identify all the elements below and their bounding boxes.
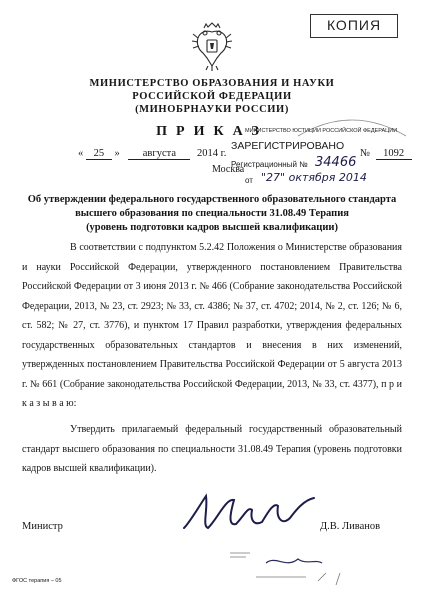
city: Москва: [212, 164, 245, 175]
handwritten-signature-icon: [178, 488, 328, 538]
order-day: 25: [86, 148, 112, 160]
registration-number-label: Регистрационный №: [231, 160, 308, 169]
signatory-role: Министр: [22, 521, 63, 532]
coat-of-arms-icon: [190, 22, 234, 72]
title-line1: Об утверждении федерального государственного образовательного стандарта: [27, 194, 397, 205]
open-quote: «: [78, 148, 84, 159]
copy-stamp: КОПИЯ: [310, 14, 398, 38]
copy-certification-mark-icon: [226, 545, 366, 590]
body-paragraph-1: В соответствии с подпунктом 5.2.42 Положения о Министерстве образования и науки Российской Федерации, утвержденного постановлением Правительства Российской Федерации от 3 июня 2013 г. № 466 (Собрание законодательства Российской Федерации, 2013, № 23, ст. 2923; № 33, ст. 4386; № 37, ст. 4702; 2014, № 2, ст. 126; № 6, ст. 582; № 27, ст. 3776), и пунктом 17 Правил разработки, утверждения федеральных государственных образовательных стандартов и внесения в них изменений, утвержденных постановлением Правительства Российской Федерации от 5 августа 2013 г. № 661 (Собрание законодательства Российской Федерации, 2013, № 33, ст. 4377), п р и к а з ы в а ю:: [22, 242, 402, 409]
ministry-abbreviation: (МИНОБРНАУКИ РОССИИ): [135, 104, 289, 115]
order-number-value: 1092: [376, 148, 412, 160]
title-line3: (уровень подготовки кадров высшей квалификации): [86, 222, 338, 233]
order-heading: ПРИКАЗ: [156, 124, 268, 139]
justice-ministry-label: МИНИСТЕРСТВО ЮСТИЦИИ РОССИЙСКОЙ ФЕДЕРАЦИИ: [245, 128, 398, 134]
registration-date: "27" октября 2014: [261, 171, 367, 184]
registration-date-label: от: [245, 176, 253, 185]
title-line2: высшего образования по специальности 31.08.49 Терапия: [75, 208, 349, 219]
close-quote: »: [114, 148, 120, 159]
number-sign: №: [360, 148, 371, 159]
footer-code: ФГОС терапия – 05: [12, 578, 62, 584]
document-title: [20, 193, 404, 235]
ministry-name-line1: МИНИСТЕРСТВО ОБРАЗОВАНИЯ И НАУКИ: [89, 78, 335, 89]
signatory-name: Д.В. Ливанов: [320, 521, 381, 532]
body-paragraph-2: Утвердить прилагаемый федеральный государственный образовательный стандарт высшего образования по специальности 31.08.49 Терапия (уровень подготовки кадров высшей квалификации).: [22, 424, 402, 474]
registration-number: 34466: [315, 155, 357, 170]
ministry-name-line2: РОССИЙСКОЙ ФЕДЕРАЦИИ: [132, 91, 292, 102]
order-month: августа: [128, 148, 190, 160]
order-date-line: [78, 148, 226, 160]
registration-stamp: [227, 128, 398, 185]
registered-label: ЗАРЕГИСТРИРОВАНО: [231, 140, 345, 152]
order-year: 2014 г.: [197, 148, 227, 159]
